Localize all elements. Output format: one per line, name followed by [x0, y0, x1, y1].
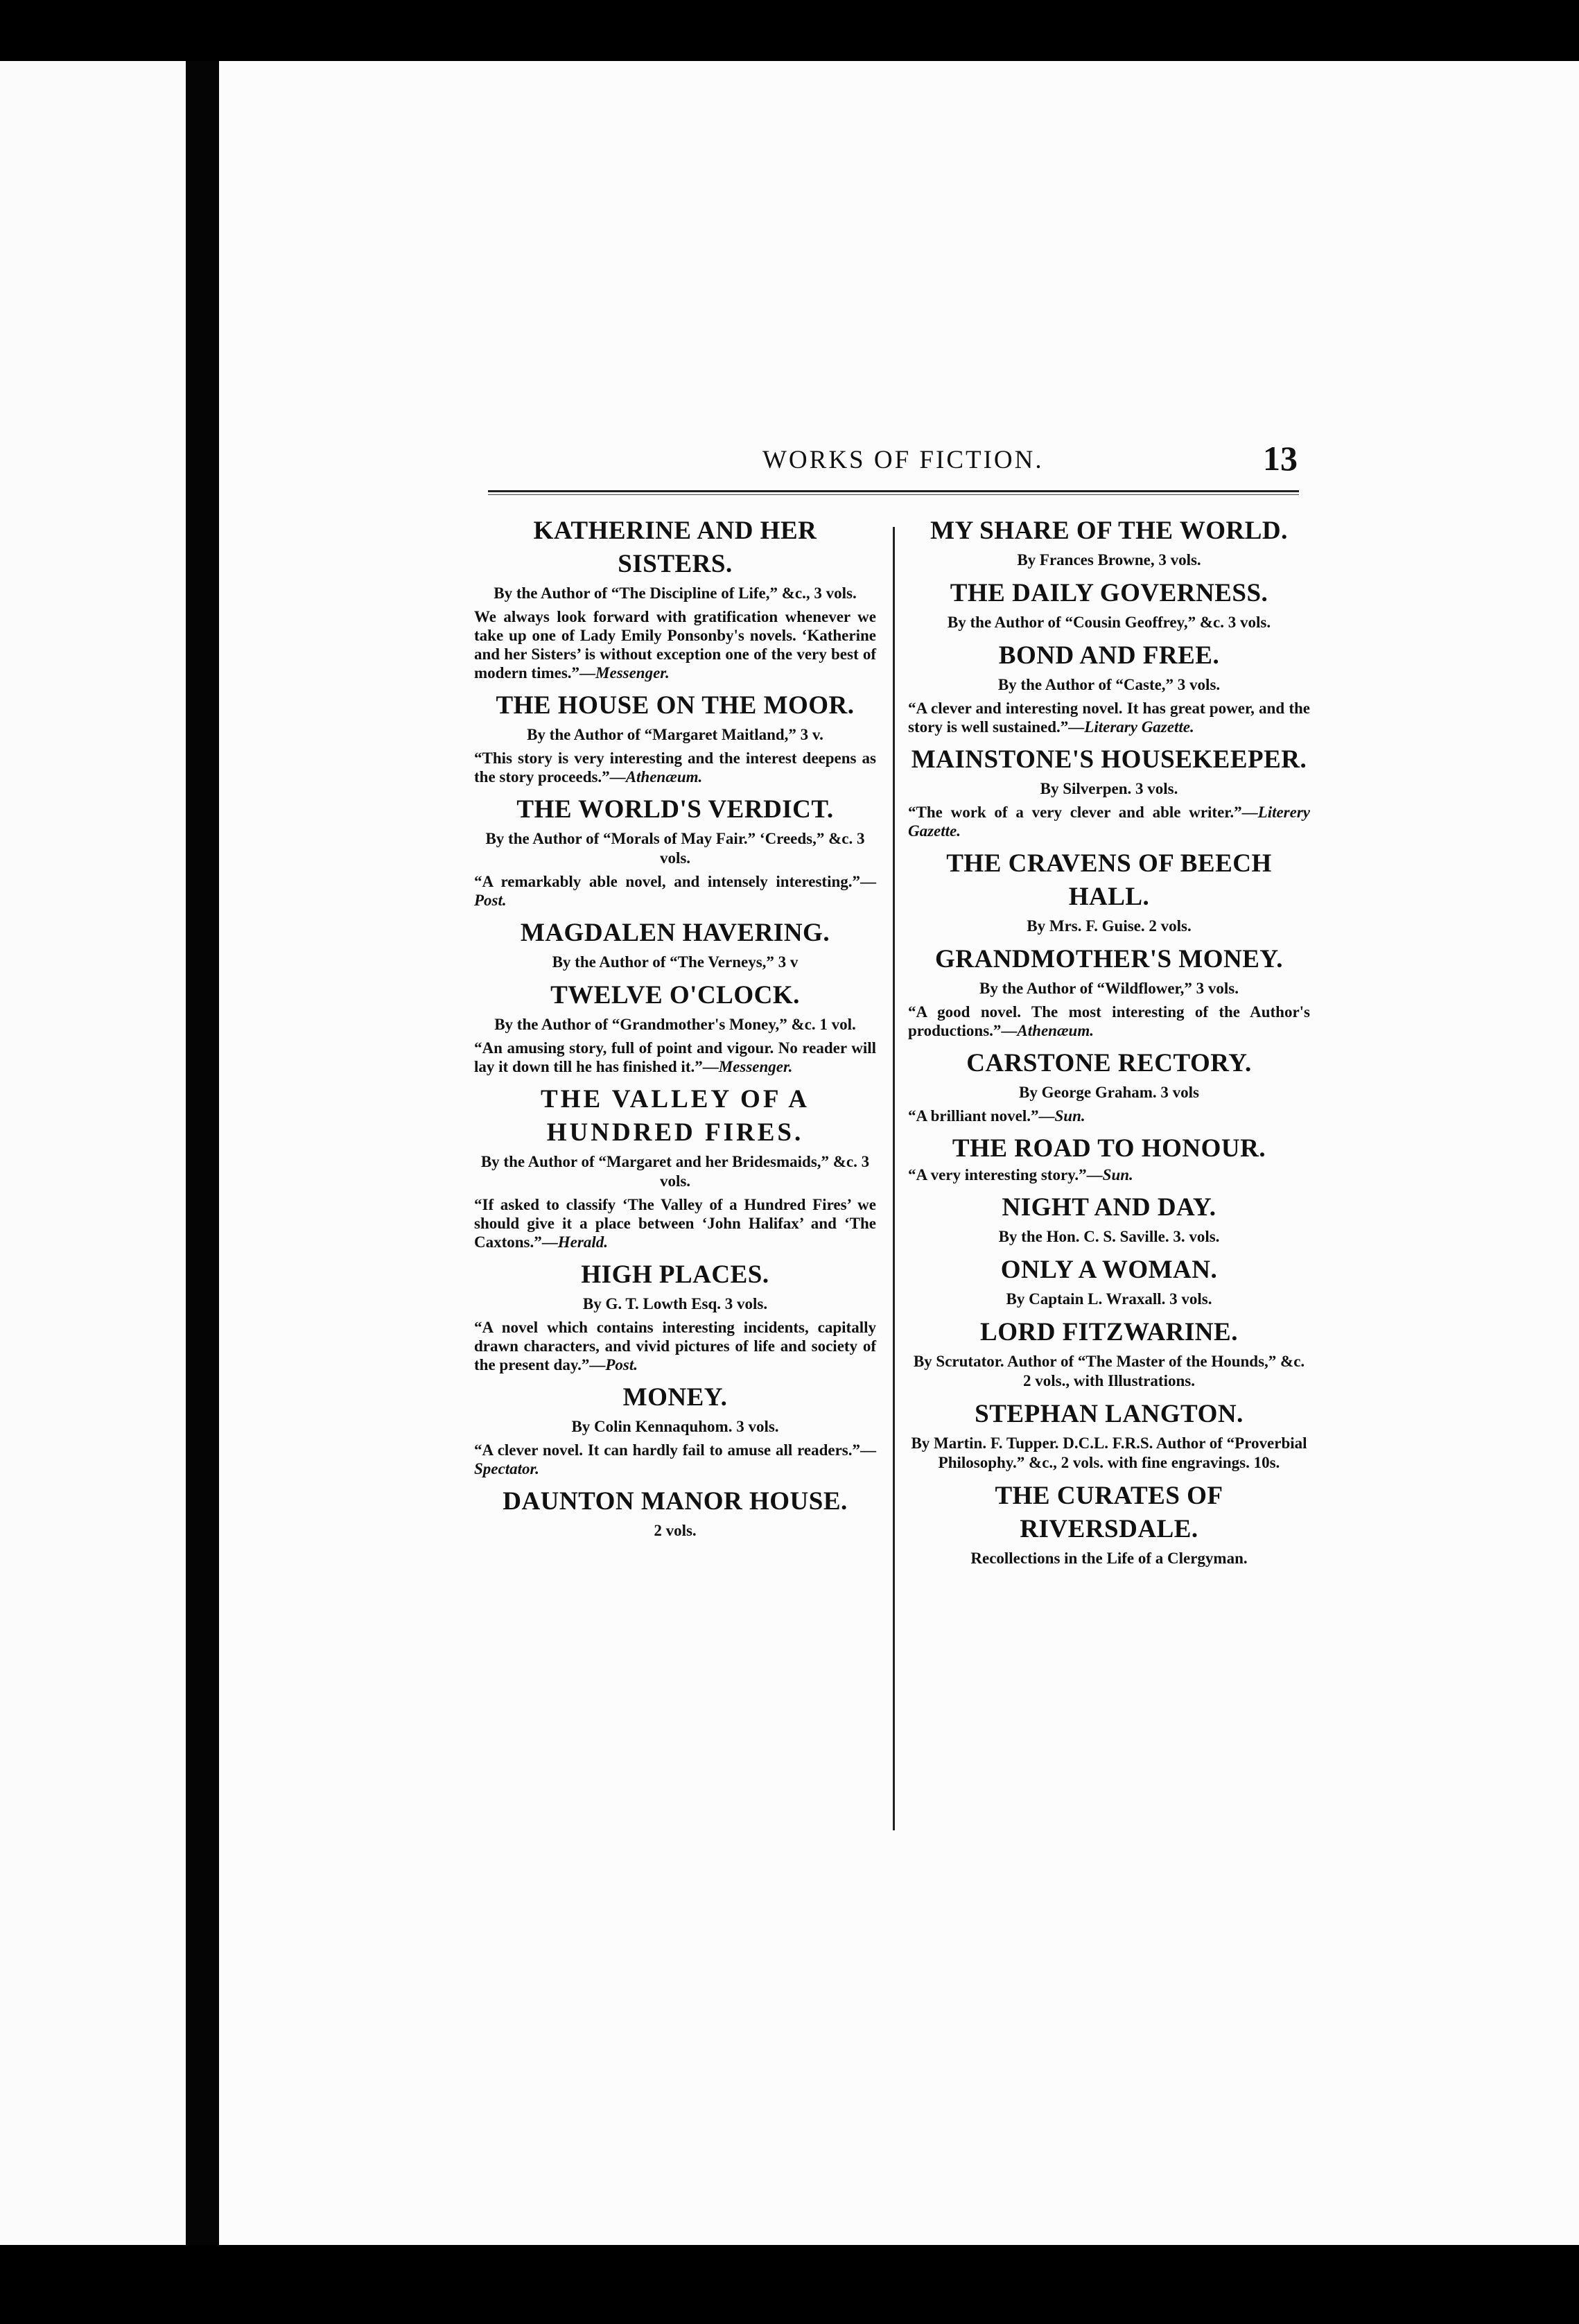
review-quote — [908, 1165, 1310, 1184]
book-listing — [908, 943, 1310, 1040]
review-source: Herald. — [557, 1233, 608, 1251]
book-byline: By Captain L. Wraxall. 3 vols. — [1006, 1290, 1212, 1308]
book-title: ONLY A WOMAN. — [1000, 1256, 1218, 1284]
book-byline: By Martin. F. Tupper. D.C.L. F.R.S. Author of “Proverbial Philosophy.” &c., 2 vols. with fine engravings. 10s. — [911, 1434, 1307, 1471]
review-text: “An amusing story, full of point and vigour. No reader will lay it down till he has finished it.”— — [474, 1039, 876, 1075]
book-title: MONEY. — [622, 1383, 728, 1412]
book-listing — [474, 514, 876, 682]
page-header — [762, 438, 1310, 487]
book-byline: By Colin Kennaquhom. 3 vols. — [571, 1418, 779, 1435]
book-byline: 2 vols. — [654, 1522, 697, 1539]
running-head: WORKS OF FICTION. — [762, 446, 1044, 474]
book-title: THE CRAVENS OF BEECH HALL. — [946, 849, 1272, 911]
book-listing — [474, 1485, 876, 1541]
book-title: THE HOUSE ON THE MOOR. — [496, 691, 855, 720]
book-title: MAGDALEN HAVERING. — [520, 919, 830, 947]
book-title: KATHERINE AND HER SISTERS. — [533, 517, 817, 578]
review-quote — [908, 1107, 1310, 1125]
review-source: Literary Gazette. — [1084, 718, 1194, 736]
column-divider — [893, 527, 895, 1830]
book-listing — [474, 917, 876, 972]
review-source: Sun. — [1054, 1107, 1085, 1125]
review-quote — [908, 803, 1310, 840]
book-title: CARSTONE RECTORY. — [966, 1049, 1252, 1077]
review-source: Sun. — [1102, 1166, 1133, 1183]
book-title: THE WORLD'S VERDICT. — [516, 795, 834, 824]
book-byline: By the Author of “The Verneys,” 3 v — [552, 953, 799, 971]
review-quote — [474, 607, 876, 682]
book-title: NIGHT AND DAY. — [1002, 1193, 1216, 1222]
book-listing — [908, 743, 1310, 840]
review-source: Messenger. — [718, 1058, 793, 1075]
book-listing — [908, 514, 1310, 570]
right-column — [908, 514, 1310, 1575]
book-listing — [908, 1047, 1310, 1125]
book-listing — [474, 689, 876, 786]
review-text: “A good novel. The most interesting of the Author's productions.”— — [908, 1003, 1310, 1039]
book-gutter — [186, 61, 219, 2245]
review-source: Athenæum. — [625, 768, 703, 786]
book-title: STEPHAN LANGTON. — [975, 1400, 1244, 1428]
book-listing — [908, 1316, 1310, 1391]
book-byline: By G. T. Lowth Esq. 3 vols. — [582, 1295, 768, 1312]
book-title: LORD FITZWARINE. — [980, 1318, 1238, 1346]
left-column — [474, 514, 876, 1547]
book-listing — [908, 1191, 1310, 1247]
book-title: GRANDMOTHER'S MONEY. — [934, 945, 1283, 973]
review-source: Literery Gazette. — [908, 804, 1310, 840]
book-title: THE DAILY GOVERNESS. — [950, 579, 1268, 607]
header-rule — [488, 490, 1299, 495]
book-byline: By the Author of “Wildflower,” 3 vols. — [979, 980, 1239, 997]
book-title: MAINSTONE'S HOUSEKEEPER. — [911, 745, 1307, 774]
review-quote — [908, 1003, 1310, 1040]
book-listing — [908, 577, 1310, 632]
book-listing — [908, 1132, 1310, 1184]
review-quote — [474, 1318, 876, 1374]
review-source: Post. — [605, 1356, 638, 1373]
book-listing — [474, 979, 876, 1076]
book-byline: Recollections in the Life of a Clergyman. — [970, 1550, 1248, 1567]
review-text: “The work of a very clever and able writer.”— — [908, 804, 1258, 821]
review-quote — [908, 699, 1310, 736]
book-byline: By George Graham. 3 vols — [1019, 1084, 1199, 1101]
review-text: “A clever and interesting novel. It has great power, and the story is well sustained.”— — [908, 700, 1310, 736]
book-byline: By the Author of “The Discipline of Life,” &c., 3 vols. — [494, 584, 857, 602]
review-text: “A novel which contains interesting incidents, capitally drawn characters, and vivid pictures of life and society of the present day.”— — [474, 1319, 876, 1373]
book-byline: By the Author of “Grandmother's Money,” &c. 1 vol. — [494, 1016, 856, 1033]
review-text: “If asked to classify ‘The Valley of a Hundred Fires’ we should give it a place between ‘John Halifax’ and ‘The Caxtons.”— — [474, 1196, 876, 1251]
book-title: BOND AND FREE. — [998, 641, 1220, 670]
review-source: Athenæum. — [1017, 1022, 1094, 1039]
book-byline: By the Author of “Cousin Geoffrey,” &c. 3 vols. — [947, 614, 1271, 631]
review-quote — [474, 749, 876, 786]
book-title: HIGH PLACES. — [581, 1260, 769, 1289]
book-byline: By the Author of “Margaret Maitland,” 3 v. — [527, 726, 823, 743]
book-byline: By the Author of “Caste,” 3 vols. — [997, 676, 1221, 693]
book-title: THE ROAD TO HONOUR. — [952, 1134, 1266, 1163]
review-text: “A very interesting story.”— — [908, 1166, 1103, 1183]
review-text: “A brilliant novel.”— — [908, 1107, 1055, 1125]
book-listing — [908, 847, 1310, 936]
review-source: Spectator. — [474, 1460, 539, 1477]
book-listing — [474, 1083, 876, 1251]
book-title: THE VALLEY OF A HUNDRED FIRES. — [541, 1085, 810, 1147]
book-listing — [908, 1398, 1310, 1473]
review-source: Messenger. — [595, 664, 670, 682]
book-listing — [474, 1258, 876, 1374]
book-listing — [474, 793, 876, 910]
book-listing — [908, 1254, 1310, 1309]
book-title: MY SHARE OF THE WORLD. — [930, 517, 1288, 545]
book-byline: By the Author of “Margaret and her Bridesmaids,” &c. 3 vols. — [480, 1153, 870, 1190]
book-title: THE CURATES OF RIVERSDALE. — [995, 1482, 1223, 1543]
review-text: “This story is very interesting and the interest deepens as the story proceeds.”— — [474, 749, 876, 786]
book-listing — [474, 1381, 876, 1478]
book-listing — [908, 1480, 1310, 1568]
review-quote — [474, 1039, 876, 1076]
book-byline: By Scrutator. Author of “The Master of the Hounds,” &c. 2 vols., with Illustrations. — [913, 1353, 1305, 1389]
review-text: “A clever novel. It can hardly fail to amuse all readers.”— — [474, 1441, 876, 1459]
book-byline: By Mrs. F. Guise. 2 vols. — [1027, 917, 1192, 935]
review-quote — [474, 1441, 876, 1478]
book-byline: By Silverpen. 3 vols. — [1040, 780, 1178, 797]
book-title: DAUNTON MANOR HOUSE. — [503, 1487, 848, 1516]
book-listing — [908, 639, 1310, 736]
book-byline: By the Hon. C. S. Saville. 3. vols. — [998, 1228, 1220, 1245]
review-text: We always look forward with gratification whenever we take up one of Lady Emily Ponsonby's novels. ‘Katherine and her Sisters’ is without exception one of the very best of modern times.”— — [474, 608, 876, 682]
review-source: Post. — [474, 892, 507, 909]
review-text: “A remarkably able novel, and intensely interesting.”— — [474, 873, 876, 890]
book-page — [219, 61, 1579, 2245]
review-quote — [474, 872, 876, 910]
book-byline: By Frances Browne, 3 vols. — [1017, 551, 1201, 569]
page-number: 13 — [1263, 439, 1298, 478]
review-quote — [474, 1195, 876, 1251]
book-byline: By the Author of “Morals of May Fair.” ‘Creeds,” &c. 3 vols. — [485, 830, 865, 867]
facing-page-edge — [0, 61, 186, 2245]
book-title: TWELVE O'CLOCK. — [550, 981, 800, 1009]
